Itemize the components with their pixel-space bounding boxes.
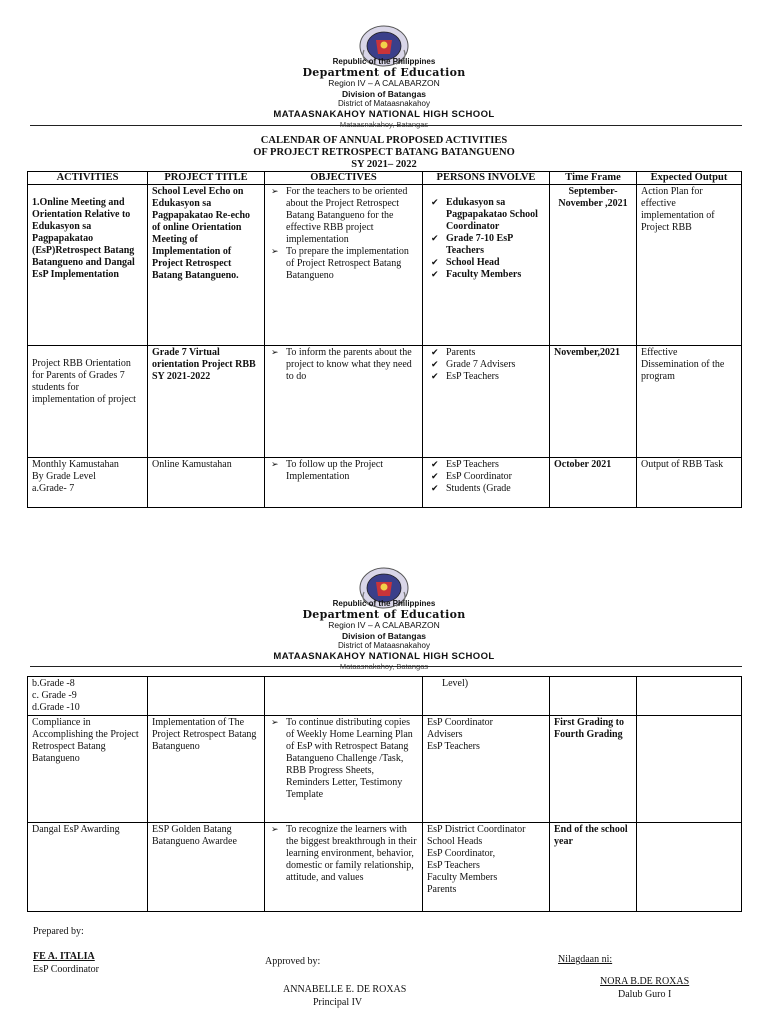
- column-header: PROJECT TITLE: [148, 172, 265, 185]
- person-item: ✔ Grade 7-10 EsP Teachers: [446, 233, 545, 257]
- region-line: Region IV – A CALABARZON: [328, 78, 440, 88]
- time-frame-cell: September- November ,2021: [550, 185, 637, 346]
- person-item: ✔ School Head: [446, 257, 545, 269]
- objective-item: ➢ To continue distributing copies of Weekly Home Learning Plan of EsP with Retrospect Batang Batangueno Challenge /Task, RBB Progress Sheets, Reminders Letter, Testimony Template: [286, 717, 418, 801]
- division-line: Division of Batangas: [341, 88, 427, 99]
- title-line-1: CALENDAR OF ANNUAL PROPOSED ACTIVITIES: [260, 135, 508, 146]
- header-divider: [30, 125, 742, 126]
- objective-item: ➢ To follow up the Project Implementation: [286, 459, 418, 483]
- table-row: [28, 677, 742, 716]
- division-line: Division of Batangas: [341, 630, 427, 641]
- expected-output-cell: [637, 677, 742, 716]
- expected-output-cell: Effective Dissemination of the program: [637, 346, 742, 458]
- person-item: ✔ EsP Coordinator: [446, 471, 545, 483]
- person-item: ✔ EsP Teachers: [446, 371, 545, 383]
- person-item: ✔ Parents: [446, 347, 545, 359]
- column-header: Expected Output: [637, 172, 742, 185]
- approved-by-role: Principal IV: [313, 997, 363, 1008]
- objective-item: ➢ For the teachers to be oriented about the Project Retrospect Batang Batangueno for the effective RBB project implementation: [286, 186, 418, 246]
- objectives-cell: [265, 185, 423, 346]
- person-line: School Heads: [427, 836, 483, 847]
- activities-table-page-1: [27, 171, 742, 508]
- activity-line: Monthly Kamustahan: [32, 459, 119, 470]
- table-row: [28, 716, 742, 823]
- letterhead: [0, 57, 768, 131]
- person-item: ✔ Edukasyon sa Pagpapakatao School Coordinator: [446, 197, 545, 233]
- prepared-by-label: Prepared by:: [33, 926, 84, 937]
- letterhead: [0, 599, 768, 673]
- time-frame-cell: October 2021: [550, 458, 637, 508]
- activity-cell: [28, 677, 148, 716]
- persons-cell: [423, 823, 550, 912]
- activity-cell: Project RBB Orientation for Parents of Grades 7 students for implementation of project: [28, 346, 148, 458]
- objectives-cell: [265, 823, 423, 912]
- activity-line: By Grade Level: [32, 471, 96, 482]
- project-cell: ESP Golden Batang Batangueno Awardee: [148, 823, 265, 912]
- person-item: ✔ Faculty Members: [446, 269, 545, 281]
- objectives-cell: [265, 716, 423, 823]
- person-item: ✔ Students (Grade: [446, 483, 545, 495]
- republic-line: Republic of the Philippines: [332, 599, 436, 608]
- person-line: EsP Coordinator: [427, 717, 494, 728]
- region-line: Region IV – A CALABARZON: [328, 620, 440, 630]
- school-line: MATAASNAKAHOY NATIONAL HIGH SCHOOL: [273, 108, 495, 120]
- republic-line: Republic of the Philippines: [332, 57, 436, 66]
- activity-line: d.Grade -10: [32, 702, 80, 713]
- title-line-2: OF PROJECT RETROSPECT BATANG BATANGUENO: [253, 147, 515, 158]
- time-frame-cell: November,2021: [550, 346, 637, 458]
- table-header-row: [28, 172, 742, 185]
- activity-cell: Dangal EsP Awarding: [28, 823, 148, 912]
- objective-item: ➢ To recognize the learners with the biggest breakthrough in their learning environment, behavior, domestic or family relationship, attitude, and values: [286, 824, 418, 884]
- expected-output-cell: [637, 716, 742, 823]
- persons-cell: [423, 185, 550, 346]
- activity-line: b.Grade -8: [32, 678, 75, 689]
- table-row: [28, 185, 742, 346]
- district-line: District of Mataasnakahoy: [337, 641, 431, 650]
- objectives-cell: [265, 677, 423, 716]
- approved-by-name: ANNABELLE E. DE ROXAS: [283, 984, 407, 995]
- person-item: ✔ EsP Teachers: [446, 459, 545, 471]
- noted-by-name: NORA B.DE ROXAS: [600, 976, 690, 987]
- persons-cell: [423, 458, 550, 508]
- expected-output-cell: Output of RBB Task: [637, 458, 742, 508]
- time-frame-cell: [550, 677, 637, 716]
- persons-cell: [423, 716, 550, 823]
- municipality-line: Mataasnakahoy, Batangas: [339, 120, 429, 129]
- approved-by-label: Approved by:: [265, 956, 321, 967]
- person-line: Faculty Members: [427, 872, 498, 883]
- objectives-cell: [265, 458, 423, 508]
- expected-output-cell: Action Plan for effective implementation of Project RBB: [637, 185, 742, 346]
- column-header: ACTIVITIES: [28, 172, 148, 185]
- project-cell: Grade 7 Virtual orientation Project RBB SY 2021-2022: [148, 346, 265, 458]
- table-row: [28, 458, 742, 508]
- school-line: MATAASNAKAHOY NATIONAL HIGH SCHOOL: [273, 650, 495, 662]
- objectives-cell: [265, 346, 423, 458]
- time-frame-cell: End of the school year: [550, 823, 637, 912]
- person-line: Advisers: [427, 729, 463, 740]
- person-line: Parents: [427, 884, 457, 895]
- project-cell: [148, 677, 265, 716]
- noted-by-label: Nilagdaan ni:: [558, 954, 613, 965]
- activity-cell: Compliance in Accomplishing the Project Retrospect Batang Batangueno: [28, 716, 148, 823]
- person-line: EsP District Coordinator: [427, 824, 526, 835]
- header-divider: [30, 666, 742, 667]
- objective-item: ➢ To prepare the implementation of Project Retrospect Batang Batangueno: [286, 246, 418, 282]
- activity-cell: [28, 458, 148, 508]
- person-line: EsP Coordinator,: [427, 848, 496, 859]
- prepared-by-name: FE A. ITALIA: [33, 951, 95, 962]
- activity-cell: 1.Online Meeting and Orientation Relative to Edukasyon sa Pagpapakatao (EsP)Retrospect Batang Batangueno and Dangal EsP Implementation: [28, 185, 148, 346]
- prepared-by-role: EsP Coordinator: [33, 964, 100, 975]
- activities-table-page-2: [27, 676, 742, 912]
- noted-by-role: Dalub Guro I: [618, 989, 672, 1000]
- person-item: ✔ Grade 7 Advisers: [446, 359, 545, 371]
- person-line: EsP Teachers: [427, 741, 480, 752]
- project-cell: Online Kamustahan: [148, 458, 265, 508]
- activity-line: c. Grade -9: [32, 690, 77, 701]
- department-line: Department of Education: [302, 65, 466, 79]
- municipality-line: Mataasnakahoy, Batangas: [339, 662, 429, 671]
- table-row: [28, 823, 742, 912]
- column-header: PERSONS INVOLVE: [423, 172, 550, 185]
- objective-item: ➢ To inform the parents about the project to know what they need to do: [286, 347, 418, 383]
- district-line: District of Mataasnakahoy: [337, 99, 431, 108]
- persons-cell: [423, 346, 550, 458]
- activity-line: a.Grade- 7: [32, 483, 75, 494]
- person-line: EsP Teachers: [427, 860, 480, 871]
- persons-cell: Level): [423, 677, 550, 716]
- title-line-3: SY 2021– 2022: [351, 159, 417, 170]
- expected-output-cell: [637, 823, 742, 912]
- project-cell: Implementation of The Project Retrospect Batang Batangueno: [148, 716, 265, 823]
- column-header: Time Frame: [550, 172, 637, 185]
- project-cell: School Level Echo on Edukasyon sa Pagpapakatao Re-echo of online Orientation Meeting of Implementation of Project Retrospect Batang Batangueno.: [148, 185, 265, 346]
- column-header: OBJECTIVES: [265, 172, 423, 185]
- department-line: Department of Education: [302, 607, 466, 621]
- time-frame-cell: First Grading to Fourth Grading: [550, 716, 637, 823]
- table-row: [28, 346, 742, 458]
- calendar-title: [0, 135, 768, 171]
